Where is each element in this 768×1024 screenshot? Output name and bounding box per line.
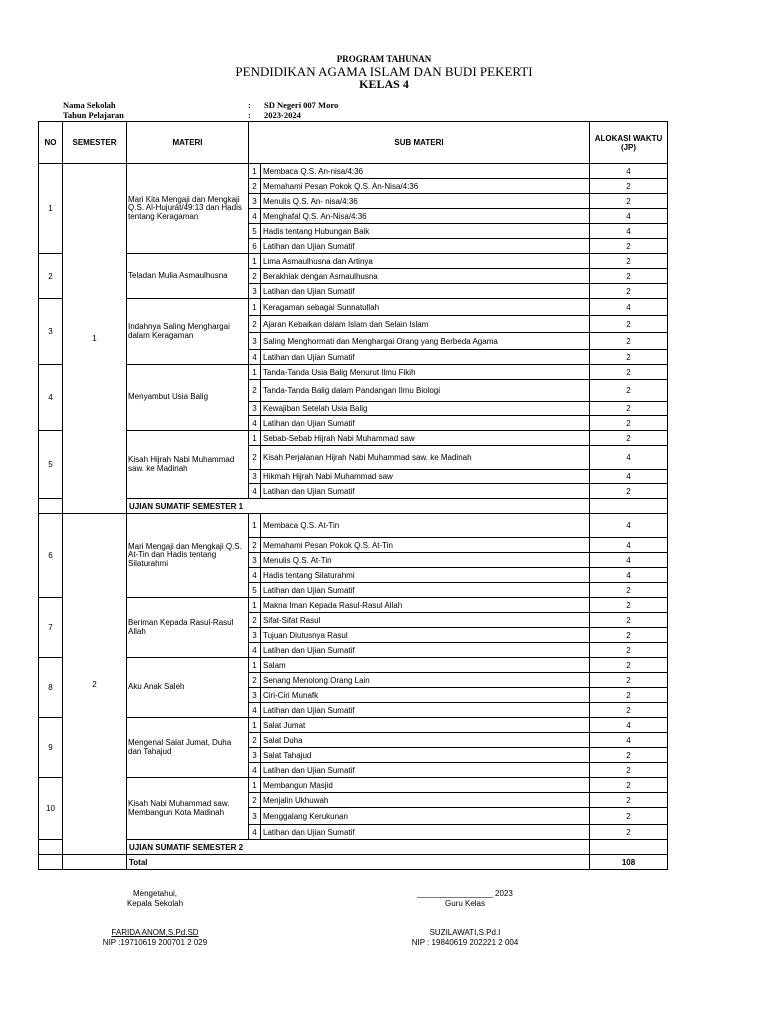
- sub-materi-cell: Makna Iman Kepada Rasul-Rasul Allah: [261, 598, 590, 613]
- sub-number: 3: [249, 333, 261, 350]
- jp-cell: 4: [590, 209, 668, 224]
- jp-cell: 2: [590, 763, 668, 778]
- sub-number: 1: [249, 431, 261, 446]
- jp-cell: 2: [590, 179, 668, 194]
- principal-title: Kepala Sekolah: [126, 899, 184, 908]
- year-separator: :: [248, 110, 251, 120]
- exam-row: [39, 840, 668, 855]
- chapter-number: 6: [39, 514, 63, 598]
- sub-number: 2: [249, 380, 261, 402]
- jp-cell: 4: [590, 718, 668, 733]
- table-row: [39, 778, 668, 793]
- teacher-title: Guru Kelas: [444, 899, 486, 908]
- chapter-number: 5: [39, 431, 63, 499]
- sub-materi-cell: Latihan dan Ujian Sumatif: [261, 643, 590, 658]
- materi-cell: Beriman Kepada Rasul-Rasul Allah: [127, 598, 249, 658]
- year-label: Tahun Pelajaran: [63, 110, 124, 120]
- sub-number: 1: [249, 658, 261, 673]
- jp-cell: 2: [590, 703, 668, 718]
- sub-materi-cell: Latihan dan Ujian Sumatif: [261, 703, 590, 718]
- sub-number: 4: [249, 825, 261, 840]
- jp-cell: 4: [590, 514, 668, 538]
- sub-number: 4: [249, 416, 261, 431]
- total-value: 108: [590, 855, 668, 870]
- jp-cell: 2: [590, 688, 668, 703]
- chapter-number: 1: [39, 164, 63, 254]
- sub-materi-cell: Salat Jumat: [261, 718, 590, 733]
- sub-number: 5: [249, 224, 261, 239]
- jp-cell: 2: [590, 365, 668, 380]
- sub-number: 2: [249, 269, 261, 284]
- sub-materi-cell: Salat Duha: [261, 733, 590, 748]
- sub-number: 2: [249, 316, 261, 333]
- sub-number: 3: [249, 553, 261, 568]
- header-no: NO: [39, 122, 63, 164]
- table-row: [39, 365, 668, 380]
- document-title: PENDIDIKAN AGAMA ISLAM DAN BUDI PEKERTI: [235, 64, 533, 79]
- sub-materi-cell: Tanda-Tanda Balig dalam Pandangan Ilmu Biologi: [261, 380, 590, 402]
- teacher-name: SUZILAWATI,S.Pd.I: [429, 928, 501, 937]
- sub-materi-cell: Latihan dan Ujian Sumatif: [261, 484, 590, 499]
- empty-cell: [590, 499, 668, 514]
- semester-cell: 1: [63, 164, 127, 514]
- jp-cell: 2: [590, 643, 668, 658]
- chapter-number: 4: [39, 365, 63, 431]
- sub-number: 1: [249, 778, 261, 793]
- chapter-number: 3: [39, 299, 63, 365]
- sub-number: 2: [249, 793, 261, 808]
- empty-cell: [63, 855, 127, 870]
- sub-materi-cell: Latihan dan Ujian Sumatif: [261, 239, 590, 254]
- chapter-number: 7: [39, 598, 63, 658]
- teacher-nip: NIP : 19840619 202221 2 004: [411, 938, 519, 947]
- materi-cell: Mengenal Salat Jumat, Duha dan Tahajud: [127, 718, 249, 778]
- header-materi: MATERI: [127, 122, 249, 164]
- jp-cell: 2: [590, 793, 668, 808]
- sub-materi-cell: Hadis tentang Silaturahmi: [261, 568, 590, 583]
- jp-cell: 4: [590, 164, 668, 179]
- sub-number: 1: [249, 514, 261, 538]
- jp-cell: 2: [590, 194, 668, 209]
- jp-cell: 2: [590, 628, 668, 643]
- table-row: [39, 299, 668, 316]
- exam-label: UJIAN SUMATIF SEMESTER 1: [127, 499, 590, 514]
- materi-cell: Mari Kita Mengaji dan Mengkaji Q.S. Al-Hujurāt/49:13 dan Hadis tentang Keragaman: [127, 164, 249, 254]
- sub-materi-cell: Ajaran Kebaikan dalam Islam dan Selain Islam: [261, 316, 590, 333]
- sub-number: 2: [249, 179, 261, 194]
- jp-cell: 4: [590, 224, 668, 239]
- sub-materi-cell: Membaca Q.S. An-nisa/4:36: [261, 164, 590, 179]
- sub-materi-cell: Menghafal Q.S. An-Nisa/4:36: [261, 209, 590, 224]
- sub-number: 4: [249, 209, 261, 224]
- jp-cell: 2: [590, 484, 668, 499]
- sub-materi-cell: Kewajiban Setelah Usia Balig: [261, 402, 590, 416]
- jp-cell: 4: [590, 470, 668, 484]
- sub-materi-cell: Memahami Pesan Pokok Q.S. An-Nisa/4:36: [261, 179, 590, 194]
- sub-number: 6: [249, 239, 261, 254]
- sub-materi-cell: Tujuan Diutusnya Rasul: [261, 628, 590, 643]
- school-label: Nama Sekolah: [63, 100, 116, 110]
- class-heading: KELAS 4: [359, 77, 409, 91]
- sub-materi-cell: Menjalin Ukhuwah: [261, 793, 590, 808]
- sub-number: 1: [249, 598, 261, 613]
- sub-materi-cell: Hadis tentang Hubungan Baik: [261, 224, 590, 239]
- sub-materi-cell: Menulis Q.S. At-Tin: [261, 553, 590, 568]
- jp-cell: 2: [590, 825, 668, 840]
- sub-materi-cell: Salam: [261, 658, 590, 673]
- empty-cell: [39, 499, 63, 514]
- table-row: [39, 514, 668, 538]
- program-heading: PROGRAM TAHUNAN: [336, 54, 432, 64]
- jp-cell: 4: [590, 446, 668, 470]
- sub-materi-cell: Latihan dan Ujian Sumatif: [261, 583, 590, 598]
- sub-number: 3: [249, 628, 261, 643]
- table-row: [39, 254, 668, 269]
- materi-cell: Kisah Nabi Muhammad saw. Membangun Kota Madinah: [127, 778, 249, 840]
- sub-materi-cell: Ciri-Ciri Munafk: [261, 688, 590, 703]
- table-row: [39, 718, 668, 733]
- date-line: _________________ 2023: [417, 889, 513, 898]
- jp-cell: 2: [590, 778, 668, 793]
- sub-materi-cell: Menulis Q.S. An- nisa/4:36: [261, 194, 590, 209]
- jp-cell: 4: [590, 568, 668, 583]
- table-row: [39, 658, 668, 673]
- sub-materi-cell: Lima Asmaulhusna dan Artinya: [261, 254, 590, 269]
- total-label: Total: [127, 855, 590, 870]
- sub-number: 1: [249, 718, 261, 733]
- sub-number: 2: [249, 733, 261, 748]
- header-sub-materi: SUB MATERI: [249, 122, 590, 164]
- jp-cell: 2: [590, 416, 668, 431]
- program-table: [38, 121, 668, 870]
- jp-cell: 4: [590, 733, 668, 748]
- sub-number: 3: [249, 808, 261, 825]
- jp-cell: 2: [590, 598, 668, 613]
- sub-materi-cell: Keragaman sebagai Sunnatullah: [261, 299, 590, 316]
- semester-cell: 2: [63, 514, 127, 855]
- sub-number: 4: [249, 763, 261, 778]
- materi-cell: Mari Mengaji dan Mengkaji Q.S. At-Tin dan Hadis tentang Silaturahmi: [127, 514, 249, 598]
- sub-materi-cell: Membaca Q.S. At-Tin: [261, 514, 590, 538]
- empty-cell: [39, 840, 63, 855]
- jp-cell: 2: [590, 402, 668, 416]
- sub-number: 3: [249, 748, 261, 763]
- table-header-row: [39, 122, 668, 164]
- sub-number: 4: [249, 703, 261, 718]
- jp-cell: 2: [590, 239, 668, 254]
- sub-number: 2: [249, 538, 261, 553]
- sub-materi-cell: Latihan dan Ujian Sumatif: [261, 825, 590, 840]
- jp-cell: 4: [590, 553, 668, 568]
- materi-cell: Teladan Mulia Asmaulhusna: [127, 254, 249, 299]
- sub-materi-cell: Membangun Masjid: [261, 778, 590, 793]
- sub-number: 1: [249, 365, 261, 380]
- jp-cell: 2: [590, 269, 668, 284]
- sub-number: 3: [249, 688, 261, 703]
- chapter-number: 10: [39, 778, 63, 840]
- jp-cell: 2: [590, 284, 668, 299]
- empty-cell: [590, 840, 668, 855]
- sub-number: 4: [249, 350, 261, 365]
- sub-materi-cell: Kisah Perjalanan Hijrah Nabi Muhammad saw. ke Madinah: [261, 446, 590, 470]
- principal-name: FARIDA ANOM,S.Pd.SD: [111, 928, 199, 937]
- header-alokasi: ALOKASI WAKTU (JP): [590, 122, 668, 164]
- sub-materi-cell: Saling Menghormati dan Menghargai Orang yang Berbeda Agama: [261, 333, 590, 350]
- exam-row: [39, 499, 668, 514]
- sub-materi-cell: Tanda-Tanda Usia Balig Menurut Ilmu Fikih: [261, 365, 590, 380]
- sub-number: 2: [249, 613, 261, 628]
- table-body: [39, 164, 668, 870]
- sub-materi-cell: Sifat-Sifat Rasul: [261, 613, 590, 628]
- jp-cell: 4: [590, 299, 668, 316]
- chapter-number: 9: [39, 718, 63, 778]
- jp-cell: 4: [590, 538, 668, 553]
- table-row: [39, 431, 668, 446]
- sub-materi-cell: Menggalang Kerukunan: [261, 808, 590, 825]
- chapter-number: 8: [39, 658, 63, 718]
- sub-number: 3: [249, 402, 261, 416]
- jp-cell: 2: [590, 316, 668, 333]
- acknowledged-label: Mengetahui,: [132, 889, 178, 898]
- principal-nip: NIP :19710619 200701 2 029: [102, 938, 208, 947]
- sub-materi-cell: Salat Tahajud: [261, 748, 590, 763]
- table-row: [39, 598, 668, 613]
- sub-materi-cell: Senang Menolong Orang Lain: [261, 673, 590, 688]
- school-value: SD Negeri 007 Moro: [264, 100, 339, 110]
- jp-cell: 2: [590, 380, 668, 402]
- school-separator: :: [248, 100, 251, 110]
- jp-cell: 2: [590, 613, 668, 628]
- jp-cell: 2: [590, 748, 668, 763]
- sub-number: 1: [249, 164, 261, 179]
- materi-cell: Aku Anak Saleh: [127, 658, 249, 718]
- sub-materi-cell: Berakhlak dengan Asmaulhusna: [261, 269, 590, 284]
- materi-cell: Kisah Hijrah Nabi Muhammad saw. ke Madinah: [127, 431, 249, 499]
- sub-materi-cell: Latihan dan Ujian Sumatif: [261, 416, 590, 431]
- sub-number: 4: [249, 568, 261, 583]
- jp-cell: 2: [590, 431, 668, 446]
- sub-materi-cell: Latihan dan Ujian Sumatif: [261, 763, 590, 778]
- year-value: 2023-2024: [264, 110, 301, 120]
- table-row: [39, 164, 668, 179]
- jp-cell: 2: [590, 583, 668, 598]
- sub-number: 4: [249, 484, 261, 499]
- jp-cell: 2: [590, 350, 668, 365]
- sub-number: 3: [249, 470, 261, 484]
- total-row: [39, 855, 668, 870]
- exam-label: UJIAN SUMATIF SEMESTER 2: [127, 840, 590, 855]
- sub-materi-cell: Latihan dan Ujian Sumatif: [261, 284, 590, 299]
- sub-number: 5: [249, 583, 261, 598]
- jp-cell: 2: [590, 254, 668, 269]
- materi-cell: Indahnya Saling Menghargai dalam Keragaman: [127, 299, 249, 365]
- sub-materi-cell: Latihan dan Ujian Sumatif: [261, 350, 590, 365]
- sub-materi-cell: Sebab-Sebab Hijrah Nabi Muhammad saw: [261, 431, 590, 446]
- sub-number: 3: [249, 284, 261, 299]
- jp-cell: 2: [590, 658, 668, 673]
- sub-number: 3: [249, 194, 261, 209]
- sub-number: 4: [249, 643, 261, 658]
- jp-cell: 2: [590, 673, 668, 688]
- sub-materi-cell: Memahami Pesan Pokok Q.S. At-Tin: [261, 538, 590, 553]
- chapter-number: 2: [39, 254, 63, 299]
- materi-cell: Menyambut Usia Balig: [127, 365, 249, 431]
- jp-cell: 2: [590, 808, 668, 825]
- sub-number: 2: [249, 446, 261, 470]
- sub-number: 1: [249, 254, 261, 269]
- empty-cell: [39, 855, 63, 870]
- jp-cell: 2: [590, 333, 668, 350]
- header-semester: SEMESTER: [63, 122, 127, 164]
- sub-materi-cell: Hikmah Hijrah Nabi Muhammad saw: [261, 470, 590, 484]
- sub-number: 1: [249, 299, 261, 316]
- sub-number: 2: [249, 673, 261, 688]
